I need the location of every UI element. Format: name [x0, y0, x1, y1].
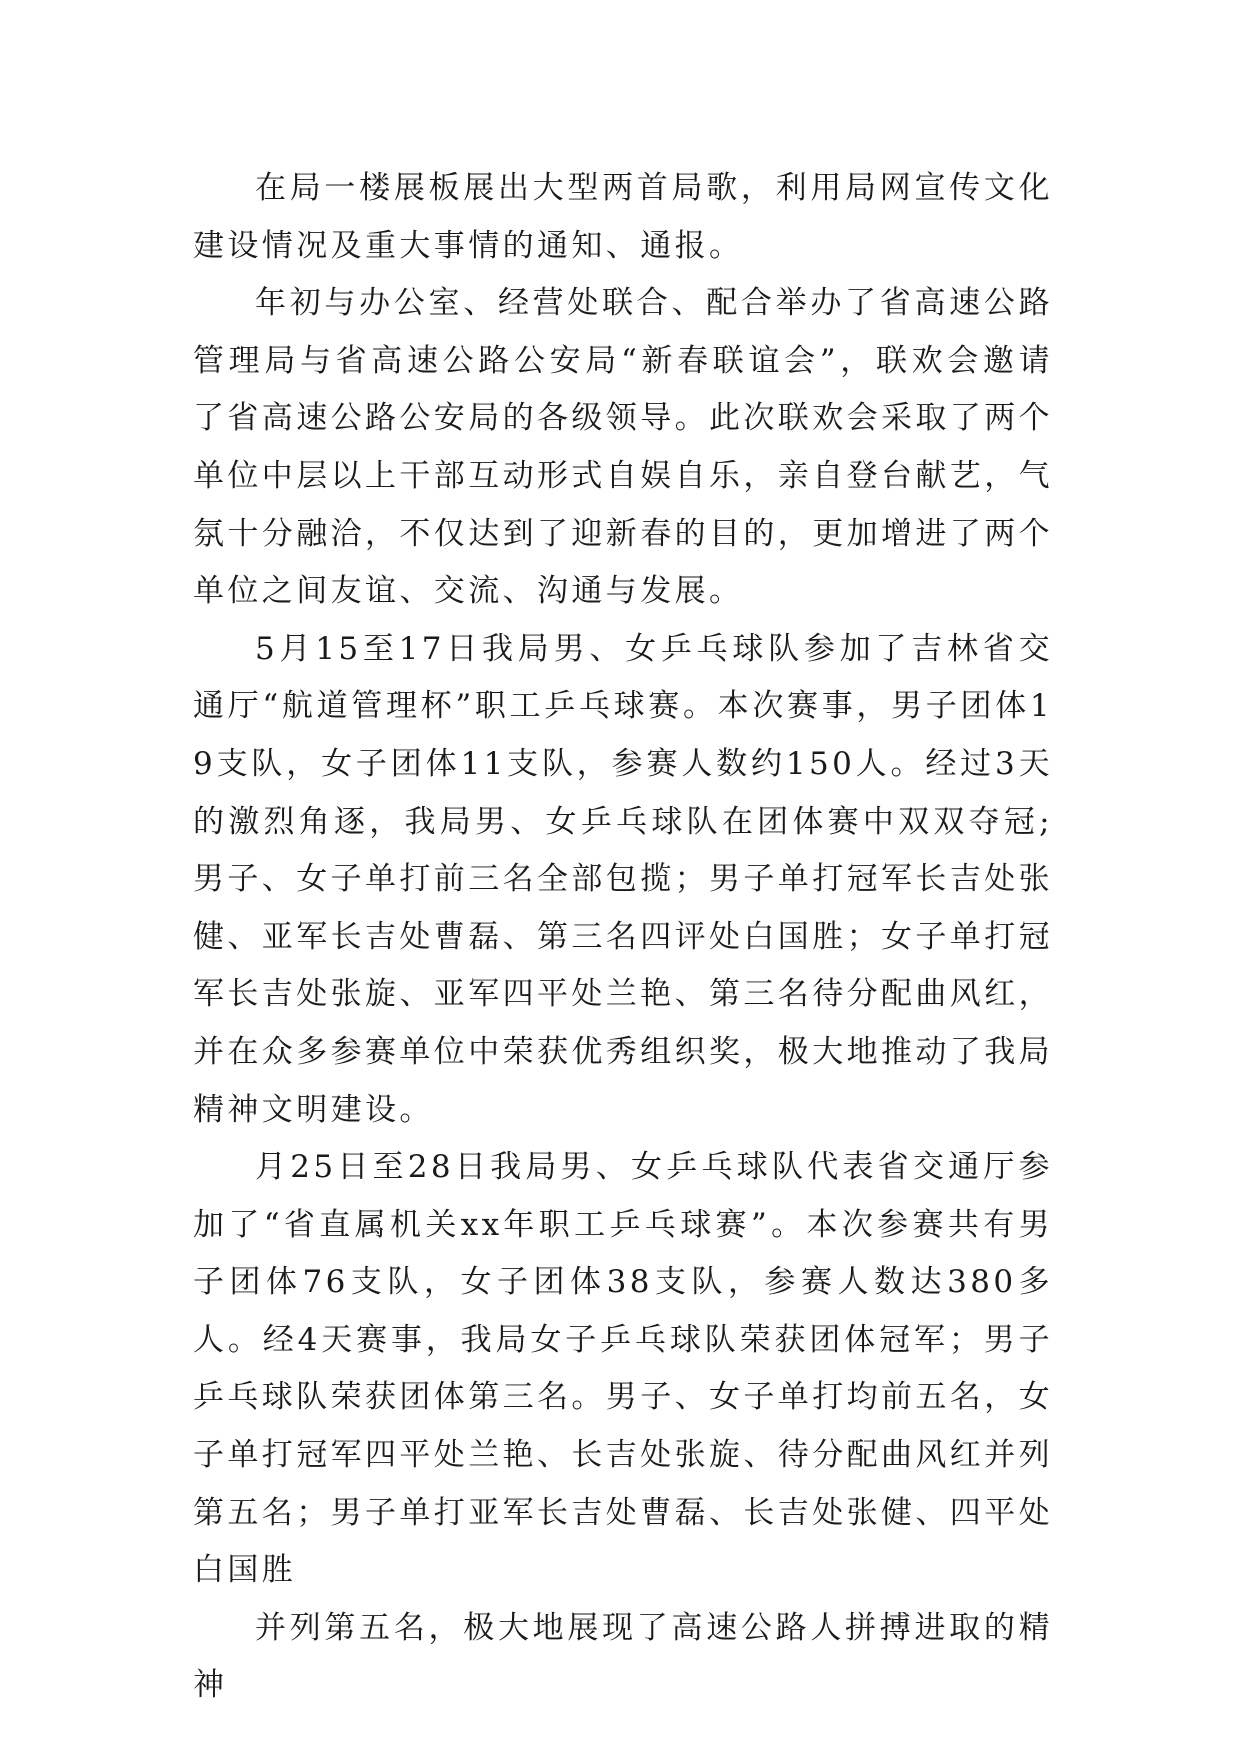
paragraph-table-tennis-provincial: 月25日至28日我局男、女乒乓球队代表省交通厅参加了“省直属机关xx年职工乒乓球赛”。本次参赛共有男子团体76支队，女子团体38支队，参赛人数达380多人。经4天赛事，我局女子乒乓球队荣获团体冠军；男子乒乓球队荣获团体第三名。男子、女子单打均前五名，女子单打冠军四平处兰艳、长吉处张旋、待分配曲风红并列第五名；男子单打亚军长吉处曹磊、长吉处张健、四平处白国胜	[193, 1149, 1053, 1589]
paragraph-new-year-gala: 年初与办公室、经营处联合、配合举办了省高速公路管理局与省高速公路公安局“新春联谊会”，联欢会邀请了省高速公路公安局的各级领导。此次联欢会采取了两个单位中层以上干部互动形式自娱自乐，亲自登台献艺，气氛十分融洽，不仅达到了迎新春的目的，更加增进了两个单位之间友谊、交流、沟通与发展。	[193, 285, 1053, 610]
document-body	[193, 160, 1053, 1715]
paragraph-table-tennis-jilin: 5月15至17日我局男、女乒乓球队参加了吉林省交通厅“航道管理杯”职工乒乓球赛。本次赛事，男子团体19支队，女子团体11支队，参赛人数约150人。经过3天的激烈角逐，我局男、女乒乓球队在团体赛中双双夺冠;男子、女子单打前三名全部包揽；男子单打冠军长吉处张健、亚军长吉处曹磊、第三名四评处白国胜；女子单打冠军长吉处张旋、亚军四平处兰艳、第三名待分配曲风红，并在众多参赛单位中荣获优秀组织奖，极大地推动了我局精神文明建设。	[193, 630, 1053, 1128]
paragraph-bulletin-board: 在局一楼展板展出大型两首局歌，利用局网宣传文化建设情况及重大事情的通知、通报。	[193, 170, 1053, 264]
paragraph-conclusion: 并列第五名，极大地展现了高速公路人拼搏进取的精神	[193, 1609, 1053, 1704]
